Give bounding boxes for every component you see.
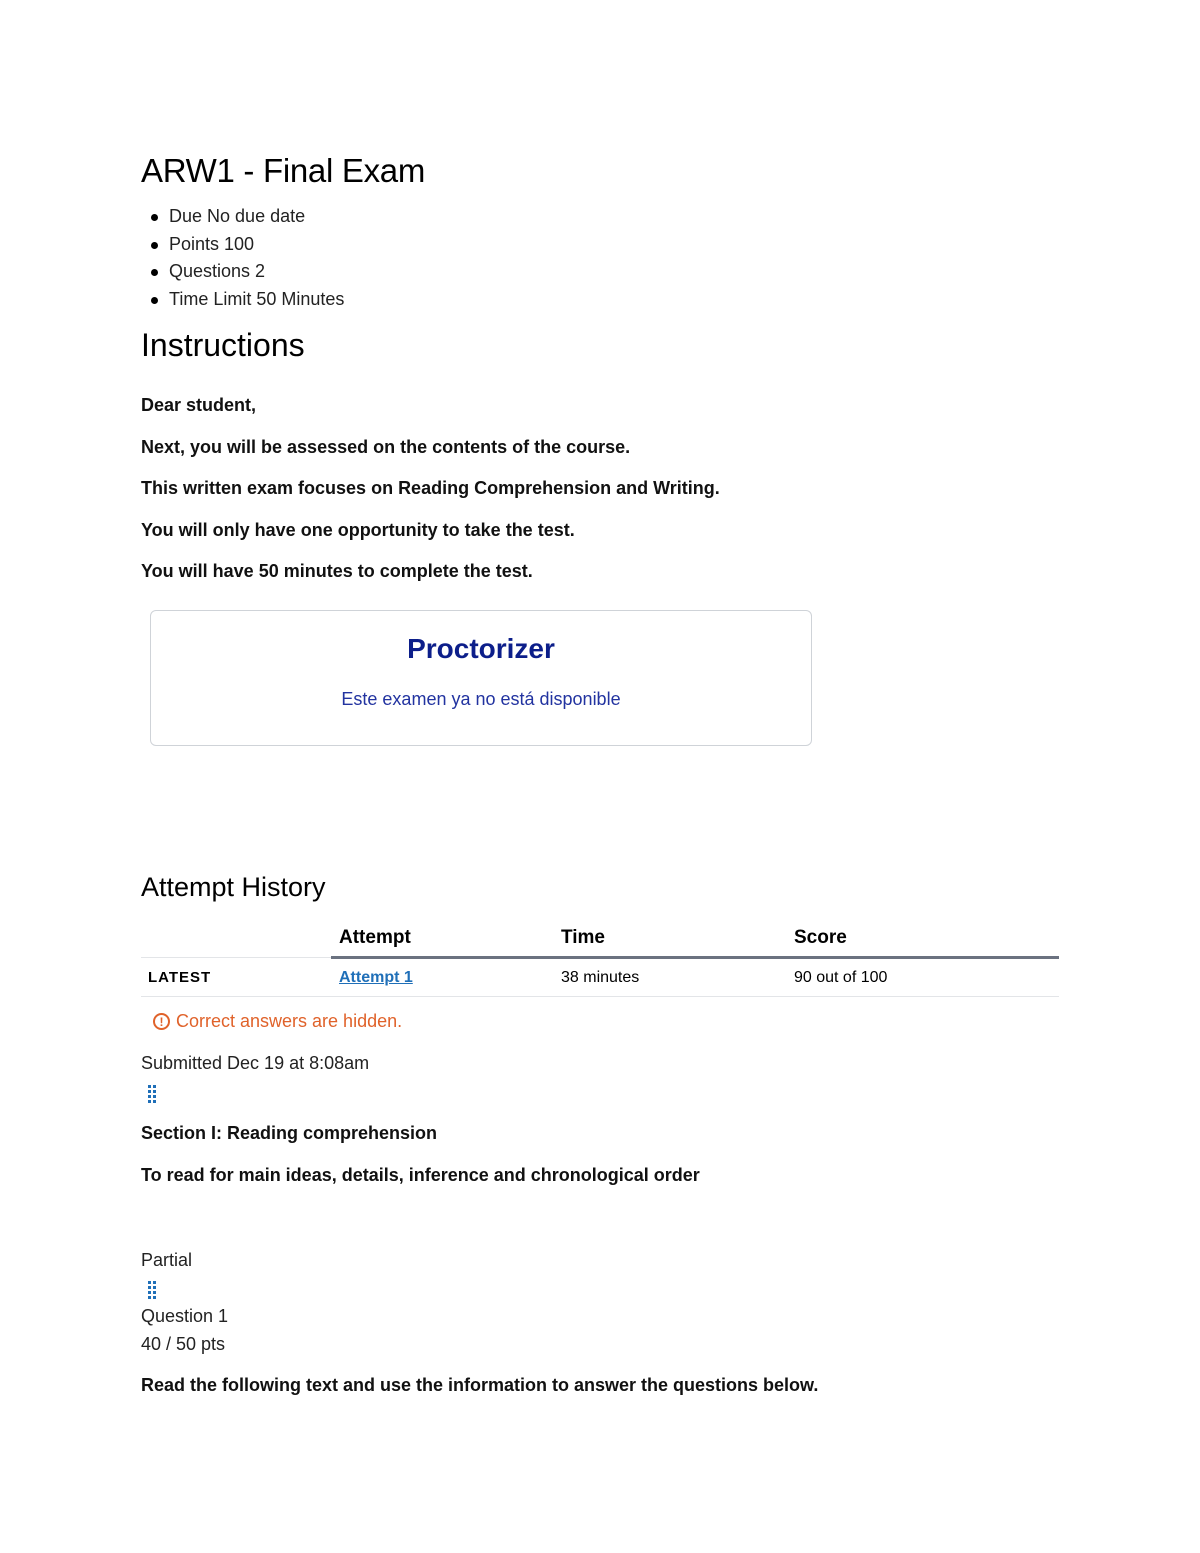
score-cell: 90 out of 100	[786, 958, 1059, 997]
notice-text: Correct answers are hidden.	[176, 1011, 403, 1031]
time-cell: 38 minutes	[553, 958, 786, 997]
drag-handle-icon[interactable]	[146, 1281, 158, 1299]
column-header-score: Score	[786, 920, 1059, 958]
instruction-paragraph: Dear student,	[141, 395, 257, 415]
latest-tag: LATEST	[141, 958, 331, 997]
question-prompt: Read the following text and use the information to answer the questions below.	[141, 1375, 819, 1395]
attempt-history-heading: Attempt History	[141, 872, 326, 902]
instruction-paragraph: You will only have one opportunity to take the test.	[141, 520, 575, 540]
quiz-meta-list	[141, 203, 344, 313]
drag-handle-icon[interactable]	[146, 1085, 158, 1103]
question-status: Partial	[141, 1250, 193, 1270]
meta-points: Points 100	[141, 231, 344, 259]
table-header-row	[141, 920, 1059, 958]
section-title: Section I: Reading comprehension	[141, 1123, 438, 1143]
instruction-paragraph: This written exam focuses on Reading Comprehension and Writing.	[141, 478, 720, 498]
column-header-blank	[141, 920, 331, 958]
proctorizer-title: Proctorizer	[407, 633, 555, 664]
instructions-heading: Instructions	[141, 327, 305, 363]
instruction-paragraph: Next, you will be assessed on the contents of the course.	[141, 437, 631, 457]
attempt-history-table	[141, 920, 1059, 997]
proctorizer-panel	[150, 610, 812, 746]
column-header-time: Time	[553, 920, 786, 958]
question-label: Question 1	[141, 1306, 229, 1326]
hidden-answers-notice	[153, 1011, 402, 1032]
proctorizer-message: Este examen ya no está disponible	[341, 689, 621, 709]
section-subtitle: To read for main ideas, details, inference and chronological order	[141, 1165, 700, 1185]
attempt-1-link[interactable]: Attempt 1	[339, 968, 413, 986]
submitted-timestamp: Submitted Dec 19 at 8:08am	[141, 1053, 370, 1073]
meta-time-limit: Time Limit 50 Minutes	[141, 286, 344, 314]
quiz-title: ARW1 - Final Exam	[141, 152, 426, 189]
instruction-paragraph: You will have 50 minutes to complete the test.	[141, 561, 533, 581]
column-header-attempt: Attempt	[331, 920, 553, 958]
meta-due: Due No due date	[141, 203, 344, 231]
warning-icon: !	[153, 1013, 170, 1030]
attempt-cell	[331, 958, 553, 997]
table-row	[141, 958, 1059, 997]
meta-questions: Questions 2	[141, 258, 344, 286]
question-points: 40 / 50 pts	[141, 1334, 226, 1354]
